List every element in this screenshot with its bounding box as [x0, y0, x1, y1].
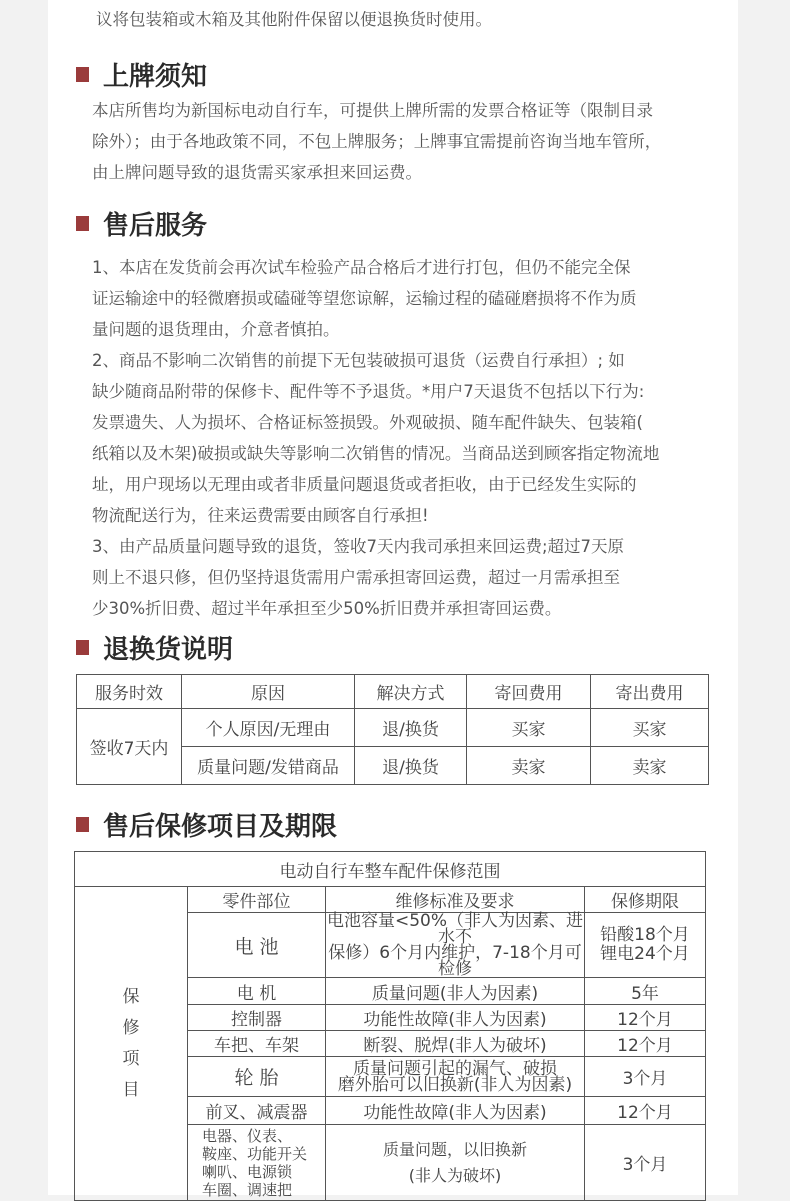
plate-paragraph: [92, 95, 742, 188]
section-title-after-sales: [76, 205, 207, 242]
part-cell: 控制器: [188, 1005, 326, 1031]
text-line: 本店所售均为新国标电动自行车，可提供上牌所需的发票合格证等（限制目录: [92, 101, 653, 120]
standard-line: 磨外胎可以旧换新(非人为因素): [337, 1074, 573, 1095]
after-sales-paragraph: [92, 252, 742, 624]
standard-cell: [326, 1125, 585, 1201]
period-line: 铅酸18个月: [600, 925, 690, 945]
standard-cell: 断裂、脱焊(非人为破坏): [326, 1031, 585, 1057]
returns-table: [76, 674, 709, 785]
table-header-cell: 维修标准及要求: [326, 887, 585, 913]
table-header-cell: 保修期限: [585, 887, 706, 913]
standard-cell: 功能性故障(非人为因素): [326, 1097, 585, 1125]
part-line: 电器、仪表、: [202, 1126, 293, 1145]
part-cell: 轮 胎: [188, 1057, 326, 1097]
period-cell: 3个月: [585, 1125, 706, 1201]
content-panel: [48, 0, 738, 1199]
table-header-cell: 寄出费用: [591, 675, 709, 709]
section-title-text: 售后服务: [103, 211, 208, 241]
table-header-cell: 解决方式: [355, 675, 467, 709]
text-line: 除外）；由于各地政策不同，不包上牌服务；上牌事宜需提前咨询当地车管所，: [92, 132, 662, 151]
period-cell: 12个月: [585, 1031, 706, 1057]
table-header-cell: 原因: [182, 675, 355, 709]
period-cell: 5年: [585, 978, 706, 1005]
period-cell: [585, 913, 706, 978]
part-line: 车圈、调速把: [202, 1180, 293, 1199]
section-title-returns: [76, 629, 233, 666]
standard-cell: 功能性故障(非人为因素): [326, 1005, 585, 1031]
text-line: 证运输途中的轻微磨损或磕碰等望您谅解，运输过程的磕碰磨损将不作为质: [92, 289, 637, 308]
text-line: 由上牌问题导致的退货需买家承担来回运费。: [92, 163, 422, 182]
table-header-cell: 服务时效: [77, 675, 182, 709]
table-header-row: [75, 887, 706, 913]
side-label-char: 项: [122, 1048, 140, 1069]
text-line: 2、商品不影响二次销售的前提下无包装破损可退货（运费自行承担）; 如: [92, 351, 625, 370]
standard-line: 保修）6个月内维护，7-18个月可检修: [328, 943, 582, 979]
section-marker-icon: [76, 216, 89, 231]
standard-cell: 质量问题(非人为因素): [326, 978, 585, 1005]
side-label-char: 目: [122, 1079, 140, 1100]
text-line: 缺少随商品附带的保修卡、配件等不予退货。*用户7天退货不包括以下行为:: [92, 382, 645, 401]
period-cell: 3个月: [585, 1057, 706, 1097]
standard-line: 电池容量<50%（非人为因素、进水不: [326, 911, 584, 947]
section-marker-icon: [76, 67, 89, 82]
intro-paragraph: [92, 6, 742, 37]
part-cell: [188, 1125, 326, 1201]
text-line: 纸箱以及木架)破损或缺失等影响二次销售的情况。当商品送到顾客指定物流地: [92, 444, 660, 463]
section-title-text: 退换货说明: [103, 635, 234, 665]
side-label-char: 修: [122, 1017, 140, 1038]
side-label-char: 保: [122, 986, 140, 1007]
table-cell: 质量问题/发错商品: [182, 747, 355, 785]
part-line: 鞍座、功能开关: [202, 1144, 308, 1163]
section-marker-icon: [76, 640, 89, 655]
table-cell: 退/换货: [355, 747, 467, 785]
table-cell: 卖家: [467, 747, 591, 785]
section-marker-icon: [76, 817, 89, 832]
period-cell: 12个月: [585, 1005, 706, 1031]
text-line: 址，用户现场以无理由或者非质量问题退货或者拒收，由于已经发生实际的: [92, 475, 637, 494]
part-cell: 电 机: [188, 978, 326, 1005]
text-line: 量问题的退货理由，介意者慎拍。: [92, 320, 340, 339]
text-line: 则上不退只修，但仍坚持退货需用户需承担寄回运费，超过一月需承担至: [92, 568, 620, 587]
table-cell: 买家: [591, 709, 709, 747]
table-header-cell: 零件部位: [188, 887, 326, 913]
standard-cell: [326, 1057, 585, 1097]
standard-line: 质量问题，以旧换新: [382, 1139, 527, 1159]
standard-cell: [326, 913, 585, 978]
table-cell: 买家: [467, 709, 591, 747]
table-title: 电动自行车整车配件保修范围: [75, 852, 706, 887]
text-line: 少30%折旧费、超过半年承担至少50%折旧费并承担寄回运费。: [92, 599, 562, 618]
part-cell: 电 池: [188, 913, 326, 978]
table-header-row: [77, 675, 709, 709]
text-line: 议将包装箱或木箱及其他附件保留以便退换货时使用。: [96, 10, 492, 29]
table-cell: 个人原因/无理由: [182, 709, 355, 747]
table-cell: 签收7天内: [77, 709, 182, 785]
standard-line: 质量问题引起的漏气、破损: [353, 1058, 557, 1079]
part-line: 喇叭、电源锁: [202, 1162, 293, 1181]
table-title-row: [75, 852, 706, 887]
part-cell: 前叉、减震器: [188, 1097, 326, 1125]
period-line: 锂电24个月: [600, 944, 690, 964]
section-title-plate: [76, 56, 207, 93]
period-cell: 12个月: [585, 1097, 706, 1125]
standard-line: (非人为破坏): [408, 1165, 502, 1185]
section-title-warranty: [76, 806, 337, 843]
warranty-side-label: [75, 887, 188, 1201]
text-line: 发票遗失、人为损坏、合格证标签损毁。外观破损、随车配件缺失、包装箱(: [92, 413, 643, 432]
section-title-text: 上牌须知: [103, 62, 208, 92]
table-header-cell: 寄回费用: [467, 675, 591, 709]
warranty-table: [74, 851, 706, 1201]
table-cell: 卖家: [591, 747, 709, 785]
text-line: 3、由产品质量问题导致的退货，签收7天内我司承担来回运费;超过7天原: [92, 537, 625, 556]
text-line: 1、本店在发货前会再次试车检验产品合格后才进行打包，但仍不能完全保: [92, 258, 631, 277]
table-cell: 退/换货: [355, 709, 467, 747]
table-row: [77, 709, 709, 747]
section-title-text: 售后保修项目及期限: [103, 812, 338, 842]
part-cell: 车把、车架: [188, 1031, 326, 1057]
text-line: 物流配送行为，往来运费需要由顾客自行承担!: [92, 506, 429, 525]
